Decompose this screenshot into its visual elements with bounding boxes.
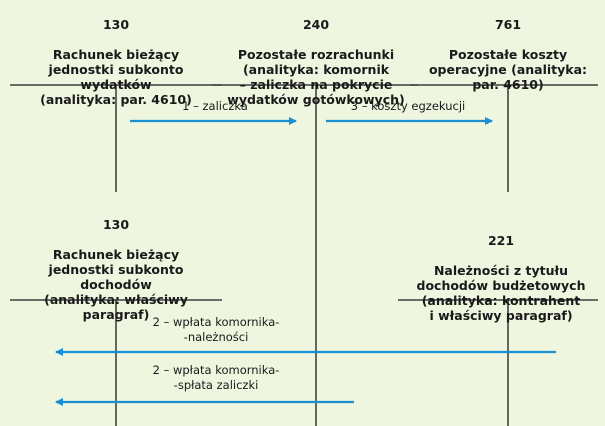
flow-label-2b: 2 – wpłata komornika- -spłata zaliczki <box>152 363 280 392</box>
account-761 <box>418 2 598 92</box>
account-name: Rachunek bieżący jednostki subkonto wydatków (analityka: par. 4610) <box>40 47 192 107</box>
account-240 <box>208 2 424 107</box>
account-number: 130 <box>102 217 130 232</box>
account-name: Należności z tytułu dochodów budżetowych (analityka: kontrahent i właściwy paragraf) <box>416 263 586 323</box>
account-number: 761 <box>494 17 522 32</box>
account-221 <box>404 218 598 323</box>
flow-label-1: 1 – zaliczka <box>182 99 248 113</box>
flow-label-3: 3 – koszty egzekucji <box>350 99 466 113</box>
account-name: Pozostałe rozrachunki (analityka: komornik – zaliczka na pokrycie wydatków gotówkowych) <box>227 47 405 107</box>
account-number: 240 <box>302 17 330 32</box>
flow-label-2a: 2 – wpłata komornika- -należności <box>152 315 280 344</box>
account-name: Pozostałe koszty operacyjne (analityka: par. 4610) <box>428 47 588 92</box>
account-number: 221 <box>487 233 515 248</box>
account-130-wydatki <box>10 2 222 107</box>
account-130-dochody <box>10 202 222 322</box>
account-number: 130 <box>102 17 130 32</box>
account-name: Rachunek bieżący jednostki subkonto dochodów (analityka: właściwy paragraf) <box>44 247 188 322</box>
